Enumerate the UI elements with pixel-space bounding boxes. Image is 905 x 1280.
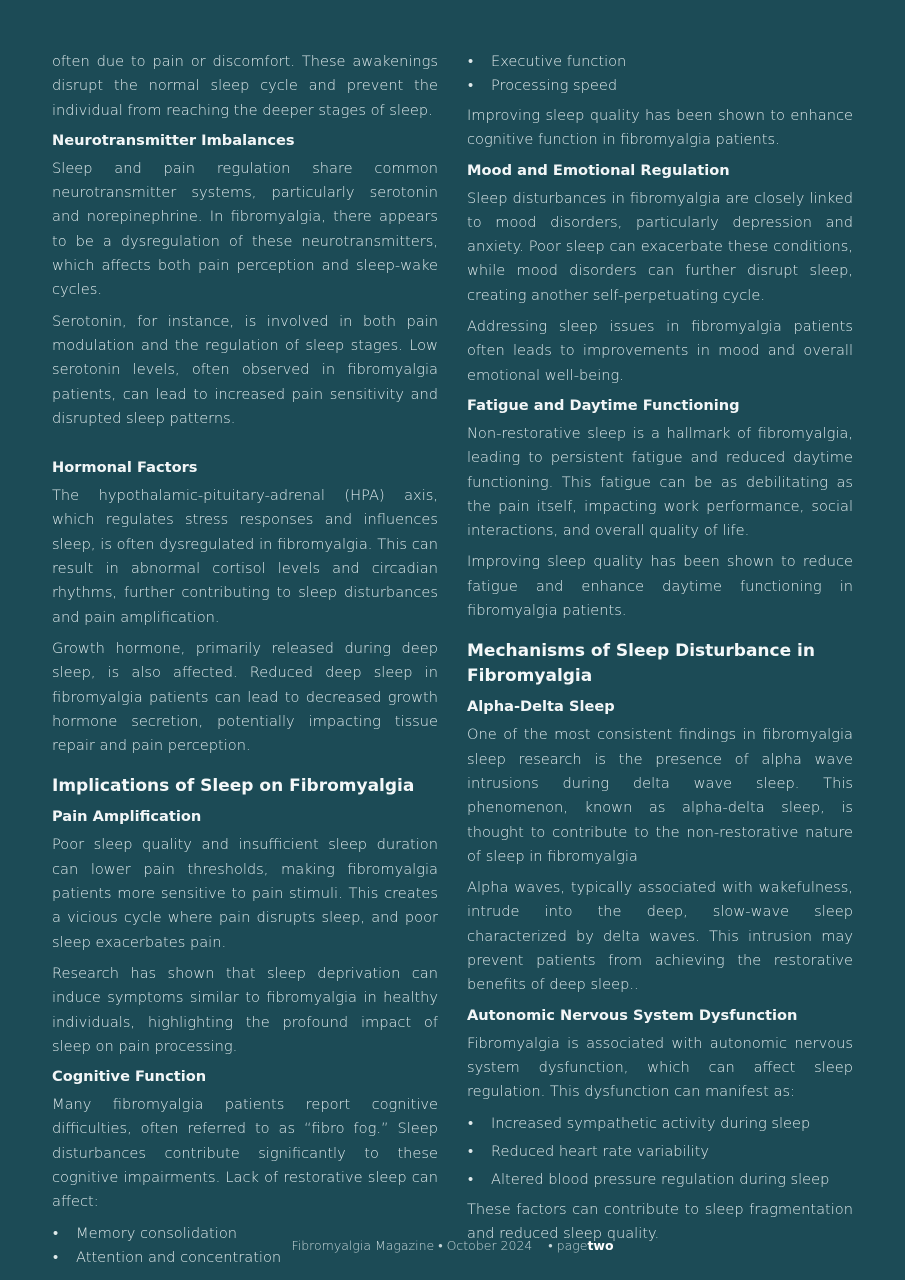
page-prefix: page (556, 1238, 588, 1253)
magazine-name: Fibromyalgia Magazine (291, 1238, 435, 1253)
mechanisms-heading: Mechanisms of Sleep Disturbance in Fibromyalgia (467, 641, 815, 687)
list-item: • Executive function (467, 50, 853, 74)
hormonal-paragraph-2: Growth hormone, primarily released during deep sleep, is also affected. Reduced deep sleep in fibromyalgia patients can lead to decreased growth hormone secretion, potentially impacting tissue repair and pain perception. (52, 639, 438, 755)
list-item: • Altered blood pressure regulation during sleep (467, 1168, 853, 1192)
implications-heading: Implications of Sleep on Fibromyalgia (52, 776, 415, 797)
right-column (467, 50, 853, 1253)
neurotransmitter-heading: Neurotransmitter Imbalances (52, 131, 295, 149)
autonomic-heading: Autonomic Nervous System Dysfunction (467, 1006, 798, 1024)
fatigue-paragraph-1: Non-restorative sleep is a hallmark of fibromyalgia, leading to persistent fatigue and reduced daytime functioning. This fatigue can be as debilitating as the pain itself, impacting work performance, social interactions, and overall quality of life. (467, 424, 853, 540)
pain-paragraph-2: Research has shown that sleep deprivation can induce symptoms similar to fibromyalgia in healthy individuals, highlighting the profound impact of sleep on pain processing. (52, 964, 438, 1055)
hormonal-heading: Hormonal Factors (52, 459, 198, 477)
hormonal-paragraph-1: The hypothalamic-pituitary-adrenal (HPA) axis, which regulates stress responses and influences sleep, is often dysregulated in fibromyalgia. This can result in abnormal cortisol levels and circadian rhythms, further contributing to sleep disturbances and pain amplification. (52, 487, 438, 626)
cognitive-paragraph-2: Improving sleep quality has been shown to enhance cognitive function in fibromyalgia patients. (467, 107, 853, 149)
page-number: two (587, 1238, 614, 1253)
bullet-separator: • (438, 1238, 447, 1253)
intro-paragraph: often due to pain or discomfort. These awakenings disrupt the normal sleep cycle and prevent the individual from reaching the deeper stages of sleep. (52, 53, 438, 119)
mood-heading: Mood and Emotional Regulation (467, 161, 730, 179)
neurotransmitter-paragraph-2: Serotonin, for instance, is involved in both pain modulation and the regulation of sleep stages. Low serotonin levels, often observed in fibromyalgia patients, can lead to increased pain sensitivity and disrupted sleep patterns. (52, 312, 438, 427)
fatigue-paragraph-2: Improving sleep quality has been shown to reduce fatigue and enhance daytime functioning in fibromyalgia patients. (467, 553, 853, 620)
bullet-separator: • (536, 1238, 557, 1253)
mood-paragraph-2: Addressing sleep issues in fibromyalgia patients often leads to improvements in mood and overall emotional well-being. (467, 318, 853, 384)
neurotransmitter-paragraph-1: Sleep and pain regulation share common neurotransmitter systems, particularly serotonin and norepinephrine. In fibromyalgia, there appears to be a dysregulation of these neurotransmitters, which affects both pain perception and sleep-wake cycles. (52, 159, 438, 299)
cognitive-list-continued (467, 50, 853, 98)
list-item: • Processing speed (467, 74, 853, 98)
issue-date: October 2024 (446, 1238, 533, 1253)
pain-amplification-heading: Pain Amplification (52, 808, 202, 826)
autonomic-paragraph-1: Fibromyalgia is associated with autonomic nervous system dysfunction, which can affect sleep regulation. This dysfunction can manifest as: (467, 1034, 853, 1101)
alpha-paragraph-2: Alpha waves, typically associated with wakefulness, intrude into the deep, slow-wave sleep characterized by delta waves. This intrusion may prevent patients from achieving the restorative benefits of deep sleep.. (467, 879, 853, 994)
autonomic-paragraph-2: These factors can contribute to sleep fragmentation and reduced sleep quality. (467, 1200, 853, 1242)
cognitive-paragraph-1: Many fibromyalgia patients report cognitive difficulties, often referred to as “fibro fog.” Sleep disturbances contribute significantly to these cognitive impairments. Lack of restorative sleep can affect: (52, 1096, 438, 1211)
alpha-delta-heading: Alpha-Delta Sleep (467, 698, 615, 716)
list-item: • Attention and concentration (52, 1246, 438, 1270)
mood-paragraph-1: Sleep disturbances in fibromyalgia are closely linked to mood disorders, particularly depression and anxiety. Poor sleep can exacerbate these conditions, while mood disorders can further disrupt sleep, creating another self-perpetuating cycle. (467, 189, 853, 304)
fatigue-heading: Fatigue and Daytime Functioning (467, 396, 740, 414)
autonomic-list (467, 1112, 853, 1192)
cognitive-function-heading: Cognitive Function (52, 1068, 207, 1086)
left-column (52, 50, 438, 1276)
page-footer (0, 1238, 905, 1253)
spacer (52, 438, 438, 450)
list-item: • Reduced heart rate variability (467, 1140, 853, 1164)
list-item: • Increased sympathetic activity during sleep (467, 1112, 853, 1136)
pain-paragraph-1: Poor sleep quality and insufficient sleep duration can lower pain thresholds, making fibromyalgia patients more sensitive to pain stimuli. This creates a vicious cycle where pain disrupts sleep, and poor sleep exacerbates pain. (52, 836, 438, 951)
list-item: • Memory consolidation (52, 1222, 438, 1246)
alpha-paragraph-1: One of the most consistent findings in fibromyalgia sleep research is the presence of alpha wave intrusions during delta wave sleep. This phenomenon, known as alpha-delta sleep, is thought to contribute to the non-restorative nature of sleep in fibromyalgia (467, 726, 853, 865)
